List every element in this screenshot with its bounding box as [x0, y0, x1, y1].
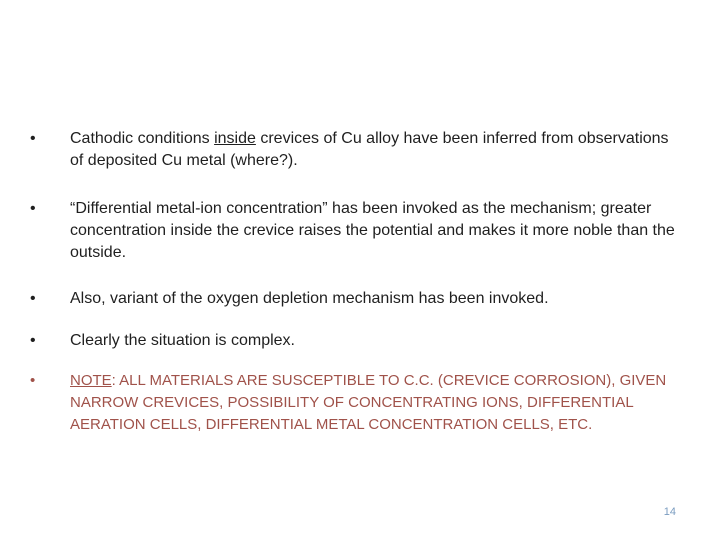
bullet-item	[30, 128, 680, 172]
bullet-text: “Differential metal-ion concentration” has been invoked as the mechanism; greater concentration inside the crevice raises the potential and makes it more noble than the outside.	[70, 200, 675, 261]
bullet-icon: •	[30, 332, 36, 349]
bullet-item	[30, 330, 680, 352]
bullet-item	[30, 288, 680, 310]
bullet-text: Clearly the situation is complex.	[70, 332, 295, 349]
bullet-text: Also, variant of the oxygen depletion mechanism has been invoked.	[70, 290, 549, 307]
page-number: 14	[663, 506, 676, 518]
bullet-icon: •	[30, 372, 36, 389]
note-text: NOTE: ALL MATERIALS ARE SUSCEPTIBLE TO C.C. (CREVICE CORROSION), GIVEN NARROW CREVICES, POSSIBILITY OF CONCENTRATING IONS, DIFFERENTIAL AERATION CELLS, DIFFERENTIAL METAL CONCENTRATION CELLS, ETC.	[70, 372, 667, 433]
bullet-list	[30, 128, 680, 436]
bullet-icon: •	[30, 130, 36, 147]
note-label: NOTE	[70, 372, 112, 389]
bullet-icon: •	[30, 290, 36, 307]
bullet-icon: •	[30, 200, 36, 217]
bullet-item-note	[30, 370, 680, 436]
bullet-item	[30, 198, 680, 264]
underlined-word: inside	[214, 130, 256, 147]
bullet-text: Cathodic conditions inside crevices of Cu alloy have been inferred from observations of deposited Cu metal (where?).	[70, 130, 669, 169]
